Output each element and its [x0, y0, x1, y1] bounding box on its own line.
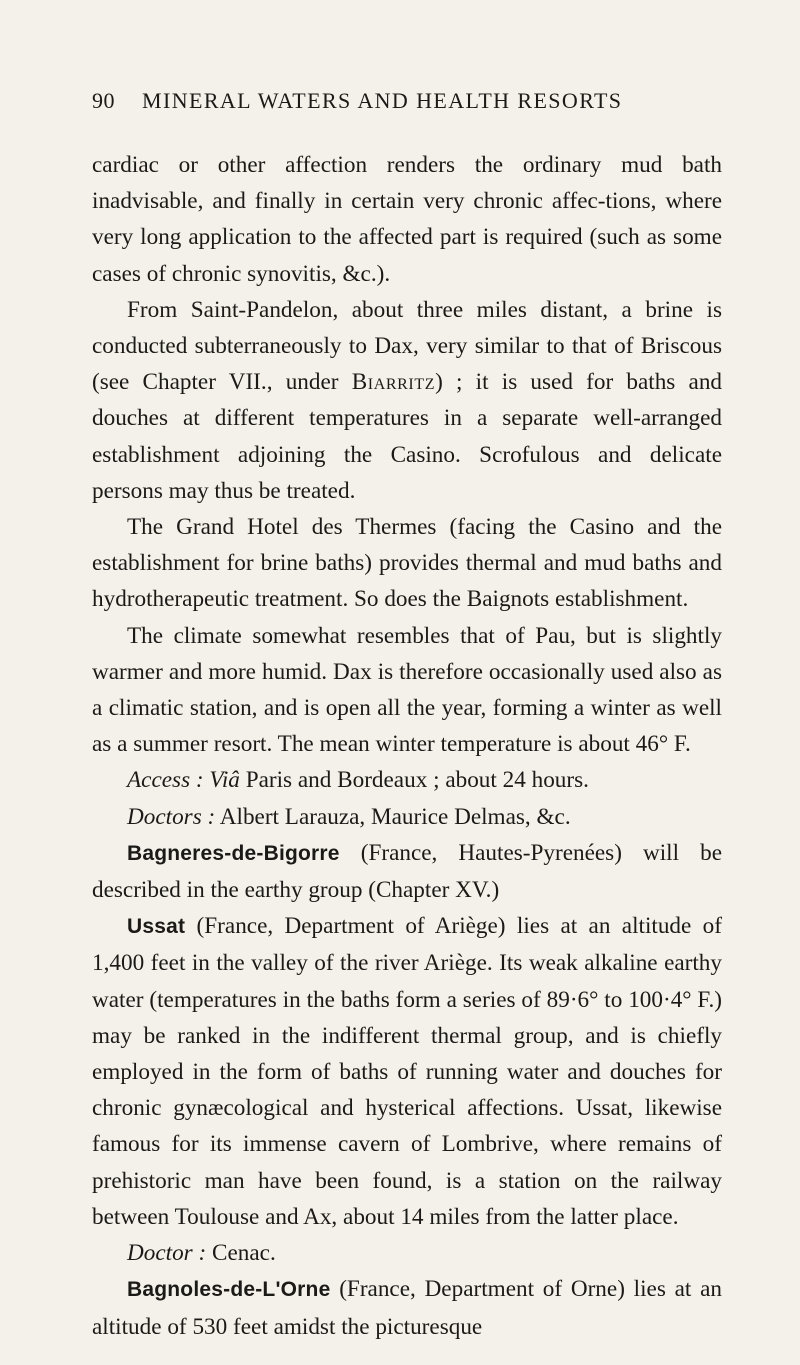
doctors-label: Doctors : [127, 803, 216, 830]
access-label: Access : [127, 767, 204, 794]
body-text [92, 147, 722, 1345]
running-head [92, 90, 720, 112]
paragraph-ussat [92, 908, 722, 1235]
paragraph-continuation [92, 147, 722, 292]
paragraph-bagnoles [92, 1271, 722, 1344]
paragraph-access [92, 762, 722, 798]
paragraph-bagneres [92, 835, 722, 908]
paragraph-text: cardiac or other affection renders the ordinary mud bath inadvisable, and finally in certain very chronic affec-tions, where very long application to the affected part is required (such as some cases of chronic synovitis, &c.). [92, 152, 722, 287]
small-caps-reference: Biarritz [351, 369, 436, 396]
doctor-label: Doctor : [127, 1240, 207, 1267]
paragraph-text: The Grand Hotel des Thermes (facing the Casino and the establishment for brine baths) provides thermal and mud baths and hydrotherapeutic treatment. So does the Baignots establishment. [92, 514, 722, 613]
paragraph-climate [92, 618, 722, 763]
resort-heading-ussat: Ussat [127, 915, 186, 939]
resort-heading-bagnoles: Bagnoles-de-L'Orne [127, 1278, 331, 1302]
paragraph-text: (France, Department of Orne) lies at an altitude of 530 feet amidst the picturesque [92, 1276, 722, 1340]
paragraph-doctors [92, 799, 722, 835]
paragraph-text: The climate somewhat resembles that of Pau, but is slightly warmer and more humid. Dax is therefore occasionally used also as a climatic station, and is open all the year, forming a winter as well as a summer resort. The mean winter temperature is about 46° F. [92, 622, 722, 758]
paragraph-text: Paris and Bordeaux ; about 24 hours. [239, 767, 589, 794]
paragraph-saint-pandelon [92, 292, 722, 509]
paragraph-text: (France, Hautes-Pyrenées) will be described in the earthy group (Chapter XV.) [92, 839, 722, 904]
paragraph-text: Cenac. [206, 1240, 276, 1267]
paragraph-grand-hotel [92, 509, 722, 618]
via-word: Viâ [209, 767, 240, 794]
running-title: MINERAL WATERS AND HEALTH RESORTS [142, 88, 623, 113]
paragraph-text: From Saint-Pandelon, about three miles distant, a brine is conducted subterraneously to Dax, very similar to that of Briscous (see Chapter VII., under [92, 296, 722, 396]
paragraph-text: Albert Larauza, Maurice Delmas, &c. [215, 803, 571, 830]
paragraph-text: (France, Department of Ariège) lies at an altitude of 1,400 feet in the valley of the river Ariège. Its weak alkaline earthy water (temperatures in the baths form a series of 89·6° to 100·4° F.) may be ranked in the indifferent thermal group, and is chiefly employed in the form of baths of running water and douches for chronic gynæcological and hysterical affections. Ussat, likewise famous for its immense cavern of Lombrive, where remains of prehistoric man have been found, is a station on the railway between Toulouse and Ax, about 14 miles from the latter place. [92, 913, 722, 1230]
page-number: 90 [92, 88, 115, 113]
paragraph-doctor [92, 1235, 722, 1271]
resort-heading-bagneres: Bagneres-de-Bigorre [127, 841, 340, 865]
paragraph-text: ) ; it is used for baths and douches at different temperatures in a separate well-arranged establishment adjoining the Casino. Scrofulous and delicate persons may thus be treated. [92, 369, 723, 504]
